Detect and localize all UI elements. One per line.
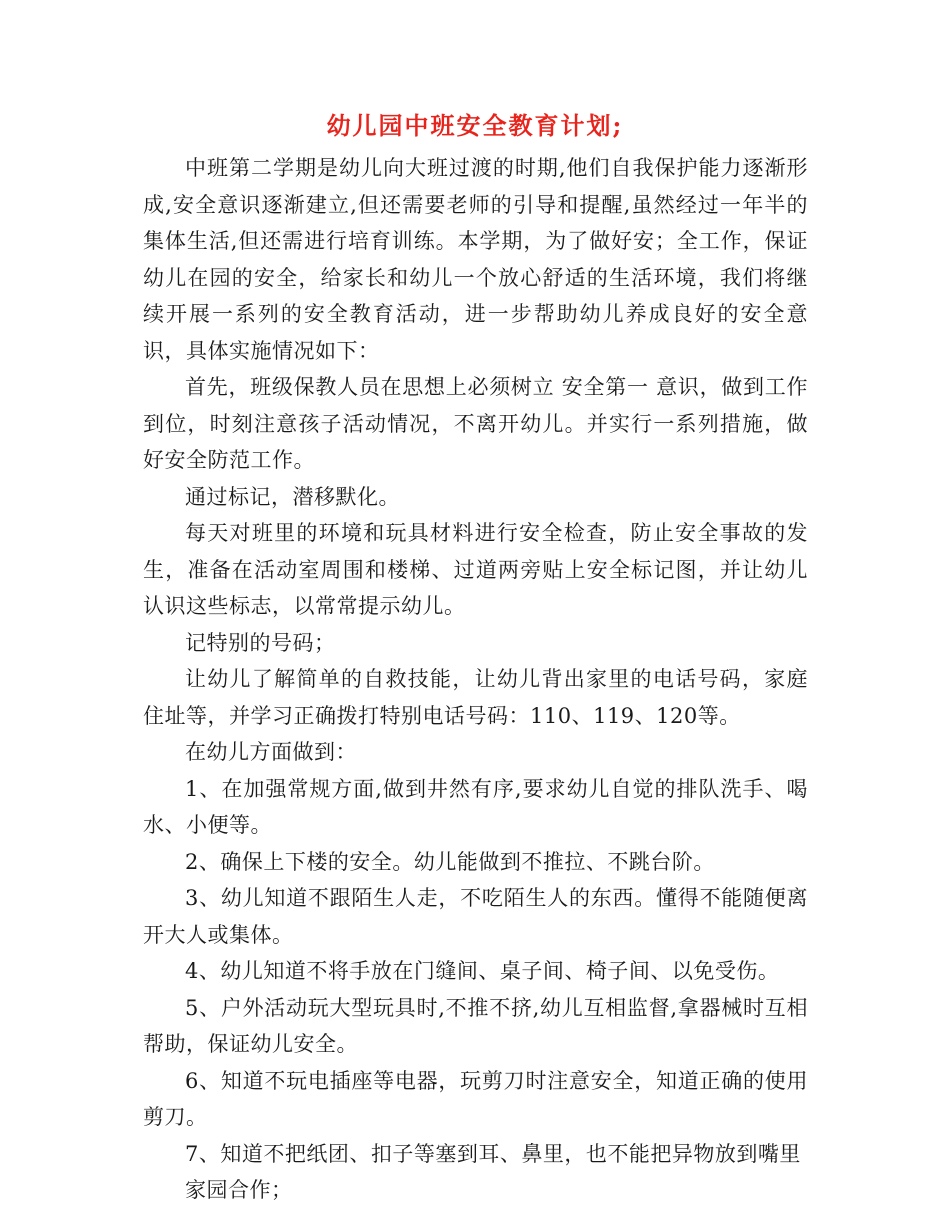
list-item-1: 1、在加强常规方面,做到井然有序,要求幼儿自觉的排队洗手、喝水、小便等。: [143, 776, 808, 837]
paragraph-heading-numbers: 记特别的号码；: [185, 630, 336, 655]
paragraph-daily-check: 每天对班里的环境和玩具材料进行安全检查，防止安全事故的发生，准备在活动室周围和楼梯、过道两旁贴上安全标记图，并让幼儿认识这些标志，以常常提示幼儿。: [143, 521, 808, 618]
paragraph-heading-marks: 通过标记，潜移默化。: [185, 484, 400, 509]
paragraph-intro: 中班第二学期是幼儿向大班过渡的时期,他们自我保护能力逐渐形成,安全意识逐渐建立,但还需要老师的引导和提醒,虽然经过一年半的集体生活,但还需进行培育训练。本学期，为了做好安；全工作，保证幼儿在园的安全，给家长和幼儿一个放心舒适的生活环境，我们将继续开展一系列的安全教育活动，进一步帮助幼儿养成良好的安全意识，具体实施情况如下：: [143, 156, 808, 363]
document-title: 幼儿园中班安全教育计划;: [326, 111, 624, 140]
paragraph-self-rescue: 让幼儿了解简单的自救技能，让幼儿背出家里的电话号码，家庭住址等，并学习正确拨打特别电话号码：110、119、120等。: [143, 667, 808, 728]
paragraph-heading-home-school: 家园合作；: [185, 1178, 293, 1202]
list-item-2: 2、确保上下楼的安全。幼儿能做到不推拉、不跳台阶。: [185, 849, 715, 874]
list-item-3: 3、幼儿知道不跟陌生人走，不吃陌生人的东西。懂得不能随便离开大人或集体。: [143, 886, 808, 947]
list-item-7: 7、知道不把纸团、扣子等塞到耳、鼻里，也不能把异物放到嘴里: [185, 1141, 801, 1166]
list-item-6: 6、知道不玩电插座等电器，玩剪刀时注意安全，知道正确的使用剪刀。: [143, 1068, 808, 1129]
list-item-4: 4、幼儿知道不将手放在门缝间、桌子间、椅子间、以免受伤。: [185, 959, 780, 983]
paragraph-heading-children: 在幼儿方面做到：: [185, 740, 357, 764]
document-body: [143, 150, 808, 1209]
paragraph-first: 首先，班级保教人员在思想上必须树立 安全第一 意识，做到工作到位，时刻注意孩子活动情况，不离开幼儿。并实行一系列措施，做好安全防范工作。: [143, 375, 808, 472]
list-item-5: 5、户外活动玩大型玩具时,不推不挤,幼儿互相监督,拿器械时互相帮助，保证幼儿安全。: [143, 995, 808, 1056]
